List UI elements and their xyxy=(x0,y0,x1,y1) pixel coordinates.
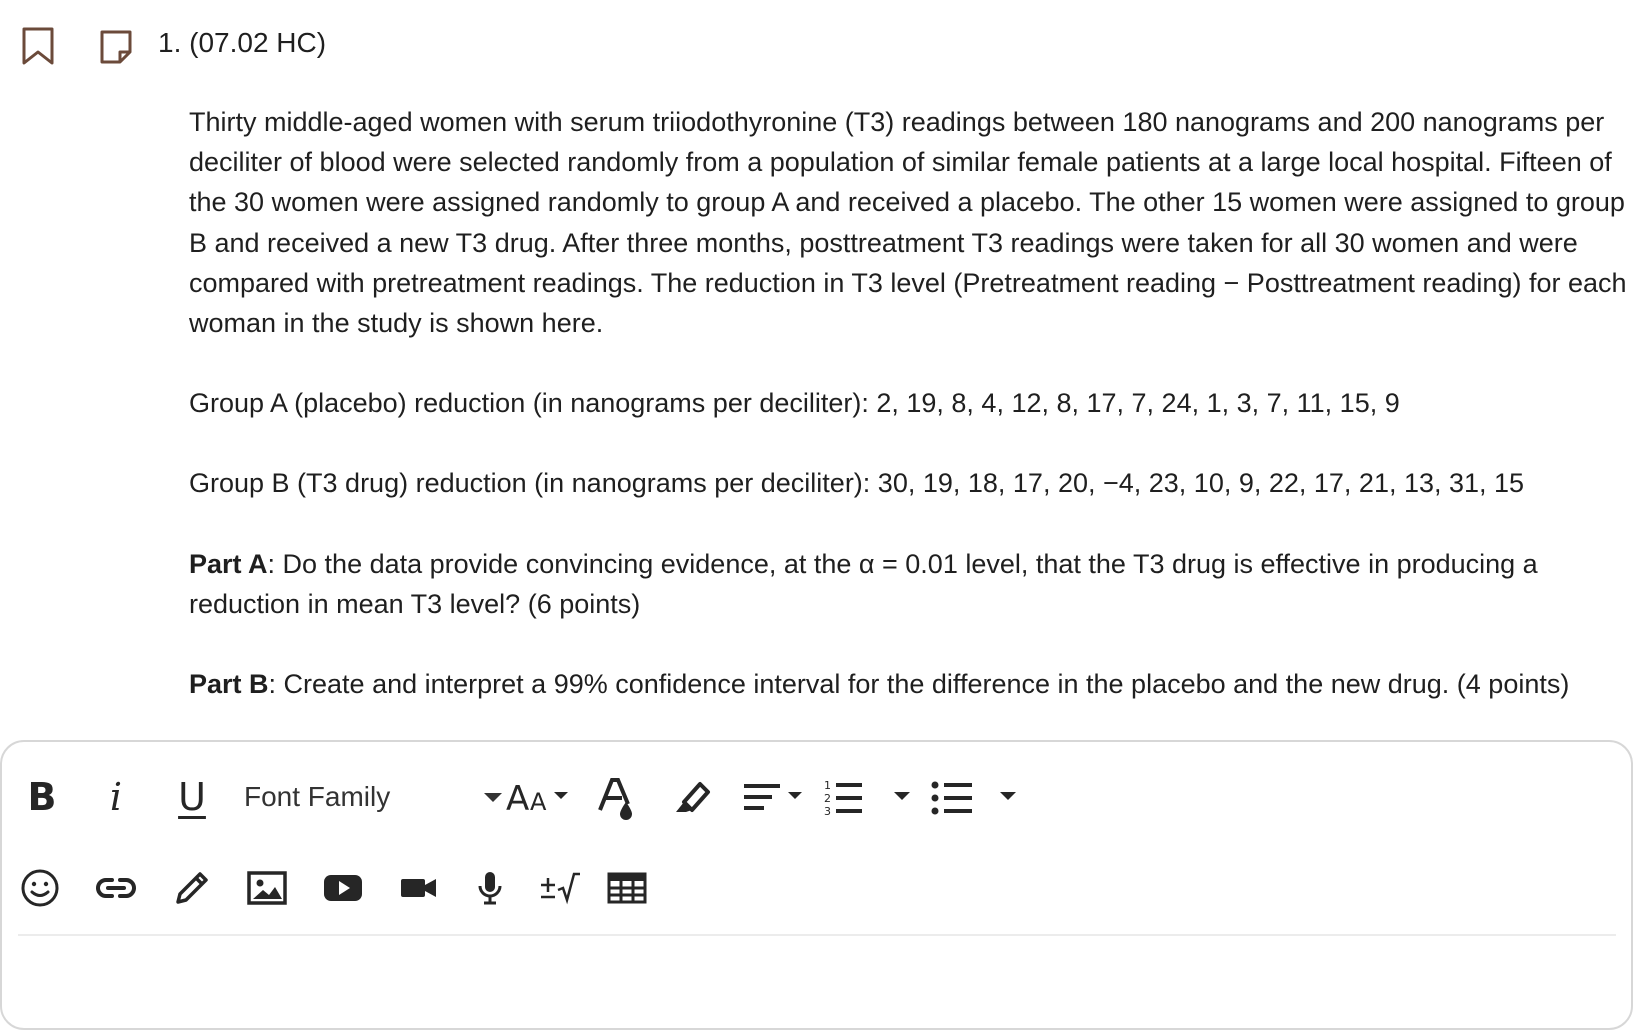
youtube-icon[interactable] xyxy=(322,868,364,908)
svg-text:1: 1 xyxy=(824,779,831,792)
rich-text-editor[interactable] xyxy=(0,740,1633,1030)
draw-icon[interactable] xyxy=(172,868,212,908)
image-icon[interactable] xyxy=(246,868,288,908)
bold-button[interactable]: B xyxy=(27,775,57,819)
font-color-icon[interactable] xyxy=(596,772,636,822)
video-icon[interactable] xyxy=(398,868,440,908)
part-a-text: : Do the data provide convincing evidence, at the α = 0.01 level, that the T3 drug is effective in producing a reduction in mean T3 level? (6 points) xyxy=(189,548,1538,619)
svg-text:3: 3 xyxy=(824,805,831,818)
math-icon[interactable] xyxy=(540,868,582,908)
unordered-list-icon[interactable] xyxy=(930,772,1026,822)
font-family-label: Font Family xyxy=(244,781,391,812)
part-a-label: Part A xyxy=(189,548,268,579)
italic-button[interactable]: i xyxy=(109,775,123,819)
highlight-icon[interactable] xyxy=(672,772,712,822)
link-icon[interactable] xyxy=(94,868,138,908)
microphone-icon[interactable] xyxy=(474,868,506,908)
question-header xyxy=(0,0,1642,90)
question-prompt xyxy=(189,102,1629,704)
svg-text:A: A xyxy=(506,779,530,819)
bookmark-icon[interactable] xyxy=(20,26,56,66)
font-family-select[interactable] xyxy=(244,772,502,822)
svg-text:2: 2 xyxy=(824,792,831,805)
emoji-icon[interactable] xyxy=(20,868,60,908)
question-number: 1. (07.02 HC) xyxy=(158,27,327,58)
group-b-data: Group B (T3 drug) reduction (in nanograms per deciliter): 30, 19, 18, 17, 20, −4, 23, 10, 9, 22, 17, 21, 13, 31, 15 xyxy=(189,468,1525,499)
table-icon[interactable] xyxy=(606,868,648,908)
part-a xyxy=(189,544,1629,624)
group-a-data: Group A (placebo) reduction (in nanograms per deciliter): 2, 19, 8, 4, 12, 8, 17, 7, 24, 1, 3, 7, 11, 15, 9 xyxy=(189,388,1400,419)
chevron-down-icon xyxy=(484,793,502,802)
align-icon[interactable] xyxy=(742,772,806,822)
font-size-icon[interactable] xyxy=(506,772,570,822)
prompt-paragraph: Thirty middle-aged women with serum triiodothyronine (T3) readings between 180 nanograms and 200 nanograms per deciliter of blood were selected randomly from a population of similar female patients at a large local hospital. Fifteen of the 30 women were assigned randomly to group A and received a placebo. The other 15 women were assigned to group B and received a new T3 drug. After three months, posttreatment T3 readings were taken for all 30 women and were compared with pretreatment readings. The reduction in T3 level (Pretreatment reading − Posttreatment reading) for each woman in the study is shown here. xyxy=(189,107,1627,339)
sticky-note-icon[interactable] xyxy=(98,26,134,66)
svg-text:A: A xyxy=(530,788,547,816)
part-b xyxy=(189,664,1629,704)
part-b-text: : Create and interpret a 99% confidence interval for the difference in the placebo and the new drug. (4 points) xyxy=(268,669,1570,700)
ordered-list-icon[interactable] xyxy=(822,772,918,822)
underline-button[interactable]: U xyxy=(178,775,206,819)
toolbar-divider xyxy=(18,934,1616,936)
part-b-label: Part B xyxy=(189,669,269,700)
